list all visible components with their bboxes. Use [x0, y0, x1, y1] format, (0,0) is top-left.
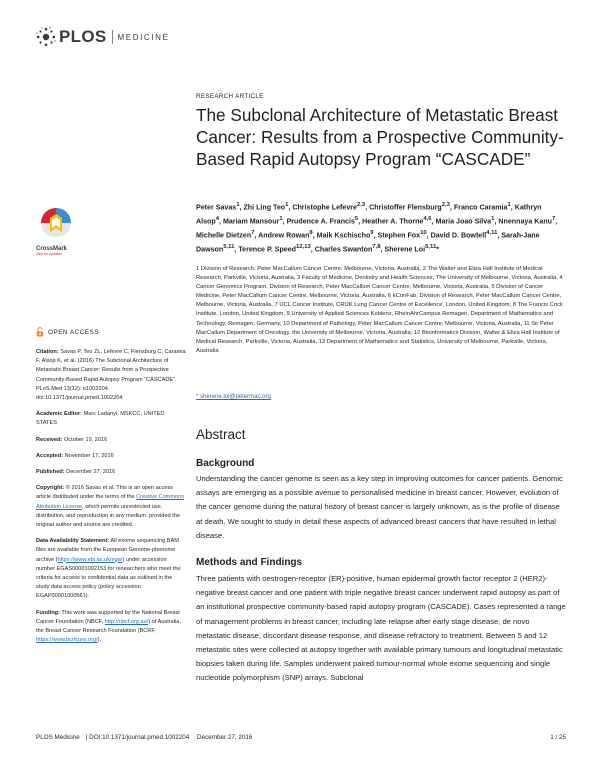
crossmark-sublabel: click for updates: [36, 252, 62, 256]
crossmark-label: CrossMark: [36, 246, 68, 252]
funding-post: ),: [97, 637, 101, 644]
nbcf-link[interactable]: http://nbcf.org.au/: [104, 618, 149, 625]
footer-citation: PLOS Medicine | DOI:10.1371/journal.pmed.1002204 December 27, 2016: [36, 734, 253, 741]
article-type: RESEARCH ARTICLE: [196, 93, 264, 100]
article-metadata-sidebar: [36, 348, 186, 652]
received-label: Received:: [36, 436, 63, 443]
footer-doi[interactable]: DOI:10.1371/journal.pmed.1002204: [89, 734, 190, 741]
copyright-text-post: , which permits unrestricted use, distribution, and reproduction in any medium, provided the original author and source are credited.: [36, 503, 180, 529]
page-number: 1 / 25: [550, 734, 566, 741]
abstract-heading: Abstract: [196, 427, 246, 442]
plos-logo-icon: [36, 27, 56, 47]
academic-editor-block: [36, 410, 186, 428]
methods-paragraph: Three patients with oestrogen-receptor (ER)-positive, human epidermal growth factor receptor 2 (HER2)-negative breast cancer and one patient with triple negative breast cancer underwent rapid autopsy as part of an institutional prospective community-based rapid autopsy program (CASCADE). Cases represented a range of management problems in breast cancer, including late relapse after early stage disease, de novo metastatic disease, discordant disease response, and disease refractory to treatment. Between 5 and 12 metastatic sites were collected at autopsy together with available primary tumours and longitudinal metastatic biopsies taken during life. Samples underwent paired tumour-normal whole exome sequencing and single nucleotide polymorphism (SNP) arrays. Subclonal: [196, 574, 566, 683]
published-label: Published:: [36, 469, 65, 476]
editor-text: Marc Ladanyi, MSKCC, UNITED STATES: [36, 411, 165, 427]
editor-label: Academic Editor:: [36, 411, 83, 418]
ega-archive-link[interactable]: https://www.ebi.ac.uk/ega/: [57, 556, 123, 563]
footer-journal: PLOS Medicine: [36, 734, 80, 741]
copyright-label: Copyright:: [36, 485, 65, 492]
copyright-text-pre: © 2016 Savas et al. This is an open access article distributed under the terms of the: [36, 485, 174, 501]
cc-license-link[interactable]: Creative Commons Attribution License: [36, 494, 185, 510]
data-availability-pre: All exome sequencing BAM files are available from the European Genome-phenome archive (: [36, 538, 179, 563]
background-paragraph: Understanding the cancer genome is seen as a key step in improving outcomes for cancer patients. Genomic assays are emerging as a possible avenue to personalised medicine in breast cancer. However, evolution of the cancer genome during the natural history of breast cancer is largely unknown, as is the profile of disease at death. We sought to study in detail these aspects of advanced breast cancers that have resulted in lethal disease.: [196, 474, 563, 540]
accepted-label: Accepted:: [36, 452, 64, 459]
open-access-badge: [36, 327, 99, 337]
page-footer: [36, 734, 566, 741]
received-block: [36, 436, 186, 445]
accepted-block: [36, 452, 186, 461]
author-list: Peter Savas$^1$, Zhi Ling Teo$^1$, Christophe Lefevre$^{2,3}$, Christoffer Flensburg$^{2,3}$, Franco Caramia$^1$, Kathryn Alsop$^4$, Mariam Mansour$^1$, Prudence A. Francis$^5$, Heather A. Thorne$^{4,6}$, Maria Joao Silva$^1$, Nnennaya Kanu$^7$, Michelle Dietzen$^7$, Andrew Rowan$^8$, Maik Kschischo$^9$, Stephen Fox$^{10}$, David D. Bowtell$^{4,11}$, Sarah-Jane Dawson$^{5,11}$, Terence P. Speed$^{12,13}$, Charles Swanton$^{7,8}$, Sherene Loi$^{5,11}$*: [196, 202, 558, 254]
affiliations: 1 Division of Research, Peter MacCallum Cancer Centre, Melbourne, Victoria, Australia, 2 The Walter and Eliza Hall Institute of Medical Research, Parkville, Victoria, Australia, 3 Faculty of Medicine, Dentistry and Health Sciences, The University of Melbourne, Victoria, Australia, 4 Cancer Genomics Program, Division of Research, Peter MacCallum Cancer Centre, Melbourne, Victoria, Australia, 5 Division of Cancer Medicine, Peter MacCallum Cancer Centre, Melbourne, Victoria, Australia, 6 kConFab, Division of Research, Peter MacCallum Cancer Centre, Melbourne, Victoria, Australia, 7 UCL Cancer Institute, CRUK Lung Cancer Centre of Excellence, London, United Kingdom, 8 The Francis Crick Institute, London, United Kingdom, 9 University of Applied Sciences Koblenz, RheinAhrCampus Remagen, Department of Mathematics and Technology, Remagen, Germany, 10 Department of Pathology, Peter MacCallum Cancer Centre, Melbourne, Victoria, Australia, 11 Sir Peter MacCallum Department of Oncology, the University of Melbourne, Victoria, Australia, 12 Bioinformatics Division, Walter & Eliza Hall Institute of Medical Research, Parkville, Victoria, Australia, 13 Department of Mathematics and Statistics, University of Melbourne, Parkville, Victoria, Australia: [196, 266, 563, 354]
corresponding-email[interactable]: [196, 394, 271, 400]
citation-text: Savas P, Teo ZL, Lefevre C, Flensburg C, Caramia F, Alsop K, et al. (2016) The Subclonal Architecture of Metastatic Breast Cancer: Results from a Prospective Community-Based Rapid Autopsy Program “CASCADE”. PLoS Med 13(12): e1002204. doi:10.1371/journal.pmed.1002204: [36, 349, 186, 402]
bcrf-link[interactable]: https://www.bcrfcure.org/: [36, 637, 98, 644]
crossmark-badge[interactable]: [36, 206, 76, 256]
data-availability-post: ) under accession number EGAS00001002153 for researchers who meet the criteria for access to confidential data as outlined in the study data access policy (policy accession EGAP00001000561).: [36, 556, 181, 600]
published-block: [36, 468, 186, 477]
background-heading: Background: [196, 458, 255, 469]
crossmark-icon: [39, 206, 73, 246]
funding-block: [36, 609, 186, 646]
data-availability-block: [36, 537, 186, 601]
funding-mid: ) of Australia, the Breast Cancer Research Foundation (BCRF,: [36, 618, 181, 635]
open-lock-icon: [36, 327, 44, 337]
funding-label: Funding:: [36, 609, 60, 616]
journal-logo[interactable]: [36, 27, 169, 47]
logo-brand: PLOS: [59, 27, 107, 46]
article-title: The Subclonal Architecture of Metastatic Breast Cancer: Results from a Prospective Community-Based Rapid Autopsy Program “CASCADE”: [196, 105, 564, 169]
funding-pre: This work was supported by the National Breast Cancer Foundation (NBCF,: [36, 609, 180, 625]
copyright-block: [36, 484, 186, 530]
logo-divider: [112, 30, 113, 44]
accepted-date: November 17, 2016: [64, 452, 114, 459]
citation-block: [36, 348, 186, 403]
open-access-label: OPEN ACCESS: [48, 328, 99, 336]
published-date: December 27, 2016: [66, 469, 116, 476]
received-date: October 19, 2016: [64, 436, 108, 443]
footer-date: December 27, 2016: [197, 734, 253, 741]
logo-journal-name: MEDICINE: [117, 32, 170, 42]
methods-heading: Methods and Findings: [196, 557, 303, 568]
data-availability-label: Data Availability Statement:: [36, 538, 110, 545]
corresponding-email-link[interactable]: * sherene.loi@petermac.org: [196, 394, 271, 400]
citation-label: Citation:: [36, 349, 59, 355]
